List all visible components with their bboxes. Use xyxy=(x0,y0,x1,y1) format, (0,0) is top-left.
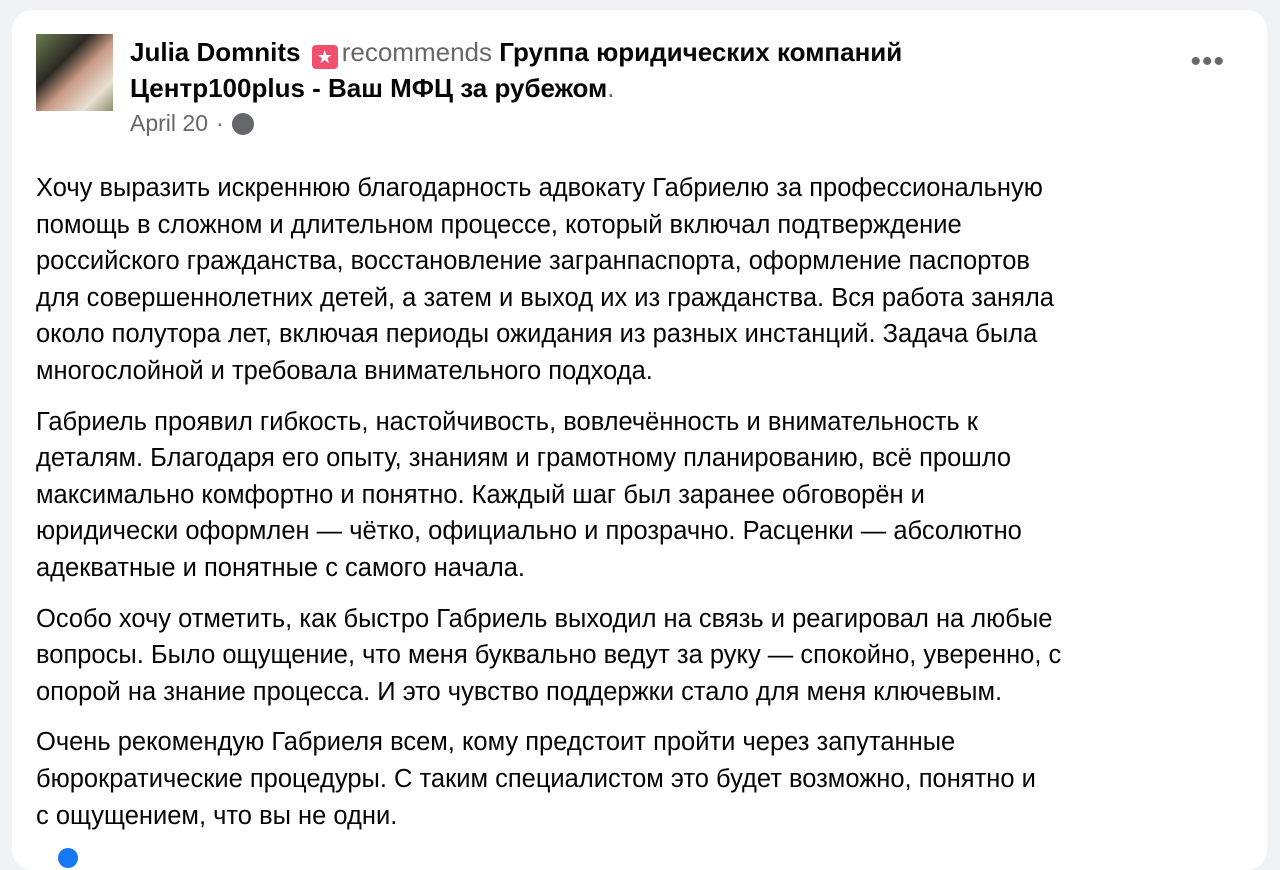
text-line: около полутора лет, включая периоды ожидания из разных инстанций. Задача была xyxy=(36,320,1038,349)
recommend-star-icon: ★ xyxy=(312,45,338,69)
text-line: помощь в сложном и длительном процессе, который включал подтверждение xyxy=(36,210,962,239)
post-meta xyxy=(130,110,254,137)
text-line: российского гражданства, восстановление загранпаспорта, оформление паспортов xyxy=(36,247,1030,276)
post-paragraph xyxy=(36,601,1256,711)
text-line: Особо хочу отметить, как быстро Габриель выходил на связь и реагировал на любые xyxy=(36,604,1053,633)
post-paragraph xyxy=(36,404,1256,587)
post-body xyxy=(36,170,1256,848)
author-avatar[interactable] xyxy=(36,34,113,111)
text-line: адекватные и понятные с самого начала. xyxy=(36,553,526,582)
recommends-verb: recommends xyxy=(341,37,492,67)
text-line: деталям. Благодаря его опыту, знаниям и грамотному планированию, всё прошло xyxy=(36,444,1012,473)
post-header xyxy=(130,34,1130,106)
more-options-button[interactable]: ••• xyxy=(1190,45,1225,78)
text-line: максимально комфортно и понятно. Каждый шаг был заранее обговорён и xyxy=(36,480,925,509)
text-line: Хочу выразить искреннюю благодарность адвокату Габриелю за профессиональную xyxy=(36,174,1043,202)
page-name-line1[interactable]: Группа юридических компаний xyxy=(499,37,903,67)
reaction-icon xyxy=(58,848,78,868)
text-line: многослойной и требовала внимательного подхода. xyxy=(36,356,653,385)
author-name[interactable]: Julia Domnits xyxy=(130,37,301,67)
post-paragraph xyxy=(36,724,1256,834)
text-line: юридически оформлен — чётко, официально и прозрачно. Расценки — абсолютно xyxy=(36,517,1022,546)
period: . xyxy=(607,73,615,103)
post-paragraph xyxy=(36,170,1256,390)
globe-icon xyxy=(232,113,254,135)
post-card xyxy=(12,10,1267,870)
separator: · xyxy=(215,110,224,136)
text-line: Очень рекомендую Габриеля всем, кому предстоит пройти через запутанные xyxy=(36,728,956,757)
text-line: вопросы. Было ощущение, что меня буквально ведут за руку — спокойно, уверенно, с xyxy=(36,641,1062,670)
text-line: с ощущением, что вы не одни. xyxy=(36,801,398,830)
text-line: бюрократические процедуры. С таким специалистом это будет возможно, понятно и xyxy=(36,764,1036,793)
text-line: для совершеннолетних детей, а затем и выход их из гражданства. Вся работа заняла xyxy=(36,283,1054,312)
text-line: Габриель проявил гибкость, настойчивость, вовлечённость и внимательность к xyxy=(36,407,978,436)
text-line: опорой на знание процесса. И это чувство поддержки стало для меня ключевым. xyxy=(36,677,1003,706)
page-name-line2[interactable]: Центр100plus - Ваш МФЦ за рубежом xyxy=(130,73,608,103)
post-date[interactable]: April 20 xyxy=(130,110,208,136)
